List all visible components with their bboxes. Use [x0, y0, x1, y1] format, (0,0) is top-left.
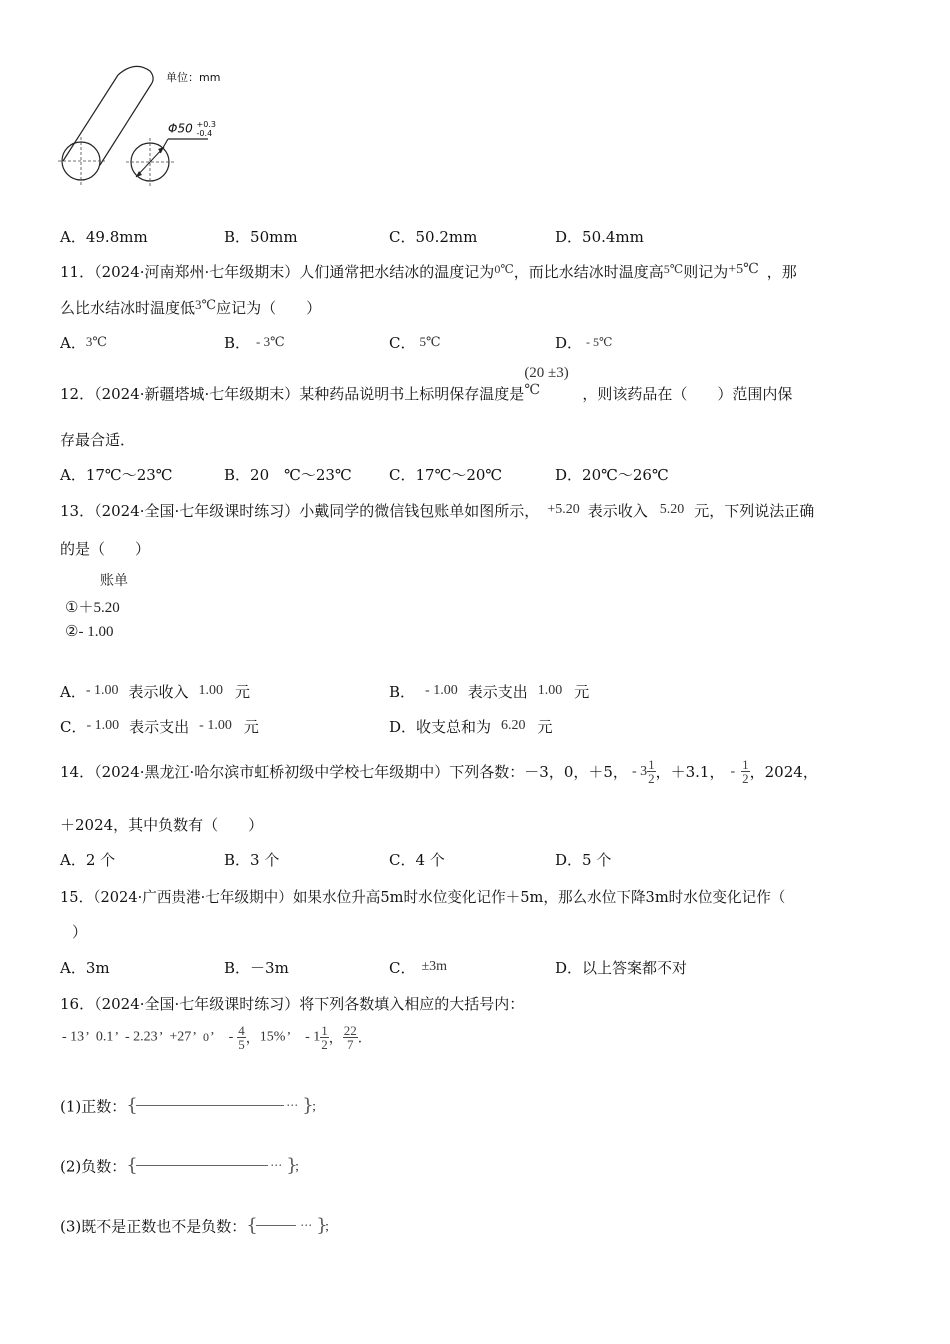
- q14-fraction-2: $\frac{1}{2}$: [742, 757, 749, 786]
- q13-text-a: 13．（2024·全国·七年级课时练习）小戴同学的微信钱包账单如图所示，: [60, 502, 540, 520]
- q13-text-b: 表示收入: [587, 502, 648, 520]
- zero-blank[interactable]: { … }: [246, 1215, 328, 1236]
- q13-option-c[interactable]: C．- 1.00 表示支出 - 1.00 元: [60, 718, 259, 736]
- num-0-1: 0.1: [95, 1029, 114, 1045]
- q11-temp-5: 5℃: [663, 262, 684, 276]
- q13-text-c: 元，下列说法正确: [694, 502, 815, 520]
- q10-option-a[interactable]: A．49.8mm: [60, 228, 148, 246]
- tol-lower: -0.4: [196, 129, 213, 138]
- q14-mixed-whole: - 3: [631, 763, 648, 779]
- num-neg13: - 13: [62, 1029, 85, 1045]
- q11-option-c[interactable]: C． 5℃: [389, 334, 441, 352]
- q11-temp-3: 3℃: [195, 297, 217, 312]
- q11-stem-line2: [60, 297, 321, 318]
- q14-text-c: ，2024，: [749, 763, 818, 781]
- bill-row-1: ①＋5.20: [65, 600, 120, 616]
- q13-value: 5.20: [659, 502, 685, 517]
- q15-option-d[interactable]: D．以上答案都不对: [555, 959, 688, 977]
- bill-row-2: ②- 1.00: [65, 624, 114, 640]
- num-neg-1-1-2: $\frac{1}{2}$: [321, 1023, 328, 1052]
- q13-value-plus: +5.20: [547, 502, 580, 517]
- q15-stem-line1: 15．（2024·广西贵港·七年级期中）如果水位升高5m时水位变化记作＋5m，那么水位下降3m时水位变化记作（: [60, 889, 786, 906]
- q12-text-b: ，则该药品在（ ）范围内保: [582, 385, 793, 403]
- bill-title: 账单: [100, 573, 128, 589]
- num-15pct: 15%: [259, 1029, 286, 1045]
- q14-stem-line2: ＋2024，其中负数有（ ）: [60, 816, 264, 834]
- q14-stem-line1: [60, 758, 818, 785]
- q11-text-f: 应记为（ ）: [216, 299, 322, 317]
- q13-option-b[interactable]: B． - 1.00 表示支出 1.00 元: [389, 683, 590, 701]
- num-neg-4-5-sign: -: [228, 1029, 234, 1045]
- q16-stem: 16．（2024·全国·七年级课时练习）将下列各数填入相应的大括号内：: [60, 995, 525, 1013]
- q14-option-d[interactable]: D．5 个: [555, 851, 612, 869]
- dim-value: Φ50: [168, 121, 193, 136]
- q14-text-a: 14．（2024·黑龙江·哈尔滨市虹桥初级中学校七年级期中）下列各数：－3，0，＋5，: [60, 763, 628, 781]
- q12-option-d[interactable]: D．20℃～26℃: [555, 466, 669, 484]
- q11-option-d[interactable]: D． - 5℃: [555, 334, 613, 352]
- q10-option-c[interactable]: C．50.2mm: [389, 228, 478, 246]
- num-plus27: +27: [169, 1029, 192, 1045]
- q11-temp-0: 0℃: [494, 262, 514, 276]
- q13-option-a[interactable]: A．- 1.00 表示收入 1.00 元: [60, 683, 251, 701]
- q12-text-a: 12．（2024·新疆塔城·七年级期末）某种药品说明书上标明保存温度是: [60, 385, 525, 403]
- q11-text-e: 么比水结冰时温度低: [60, 299, 196, 317]
- q13-option-d[interactable]: D．收支总和为 6.20 元: [389, 718, 553, 736]
- num-22-7: $\frac{22}{7}$: [343, 1023, 357, 1052]
- q11-option-a[interactable]: A．3℃: [60, 334, 107, 352]
- q11-temp-plus5: +5℃: [728, 262, 759, 277]
- q11-text-d: ，那: [766, 263, 797, 281]
- q10-option-b[interactable]: B．50mm: [224, 228, 298, 246]
- q11-text-b: ，而比水结冰时温度高: [513, 263, 664, 281]
- q14-option-a[interactable]: A．2 个: [60, 851, 116, 869]
- q13-stem-line1: [60, 500, 814, 521]
- positive-numbers-blank[interactable]: { … }: [126, 1095, 314, 1116]
- negative-numbers-blank[interactable]: { … }: [126, 1155, 298, 1176]
- q16-part-1: (1)正数： { … } ；: [60, 1095, 324, 1116]
- q11-stem-line1: [60, 261, 797, 282]
- q14-text-b: ，＋3.1，: [655, 763, 725, 781]
- q10-option-d[interactable]: D．50.4mm: [555, 228, 644, 246]
- num-neg2-23: - 2.23: [125, 1029, 158, 1045]
- q12-temp-expr: (20 ±3) ℃: [524, 365, 569, 398]
- q12-option-c[interactable]: C．17℃～20℃: [389, 466, 503, 484]
- q16-number-list: - 13’ 0.1’ - 2.23’ +27’ 0’ - $\frac{4}{5}$ ，15%’ - 1 $\frac{1}{2}$ ， $\frac{22}{7}$ ．: [62, 1023, 372, 1052]
- num-neg-1-1-2-whole: - 1: [305, 1029, 321, 1045]
- q12-option-b[interactable]: B．20 ℃～23℃: [224, 466, 352, 484]
- q15-option-b[interactable]: B．－3m: [224, 959, 289, 977]
- q15-stem-line2: ）: [72, 923, 88, 941]
- q14-option-b[interactable]: B．3 个: [224, 851, 280, 869]
- q11-text-c: 则记为: [683, 263, 729, 281]
- tol-upper: +0.3: [196, 120, 216, 129]
- q12-stem-line1: [60, 365, 793, 404]
- q15-option-c[interactable]: C． ±3m: [389, 959, 448, 977]
- q11-option-b[interactable]: B． - 3℃: [224, 334, 285, 352]
- q16-part-3: (3)既不是正数也不是负数： { … } ；: [60, 1215, 337, 1236]
- unit-label: 单位：mm: [166, 71, 221, 84]
- q11-text-a: 11．（2024·河南郑州·七年级期末）人们通常把水结冰的温度记为: [60, 263, 495, 281]
- q14-option-c[interactable]: C．4 个: [389, 851, 445, 869]
- q12-option-a[interactable]: A．17℃～23℃: [60, 466, 173, 484]
- num-zero: 0: [202, 1030, 209, 1044]
- q15-option-a[interactable]: A．3m: [60, 959, 110, 977]
- q14-neg-sign: -: [730, 763, 736, 779]
- q14-fraction-1: $\frac{1}{2}$: [648, 757, 655, 786]
- q12-stem-line2: 存最合适．: [60, 431, 136, 449]
- dimension-label: [168, 120, 216, 138]
- q16-part-2: (2)负数： { … } ；: [60, 1155, 307, 1176]
- q13-stem-line2: 的是（ ）: [60, 540, 151, 558]
- num-neg-4-5: $\frac{4}{5}$: [238, 1023, 245, 1052]
